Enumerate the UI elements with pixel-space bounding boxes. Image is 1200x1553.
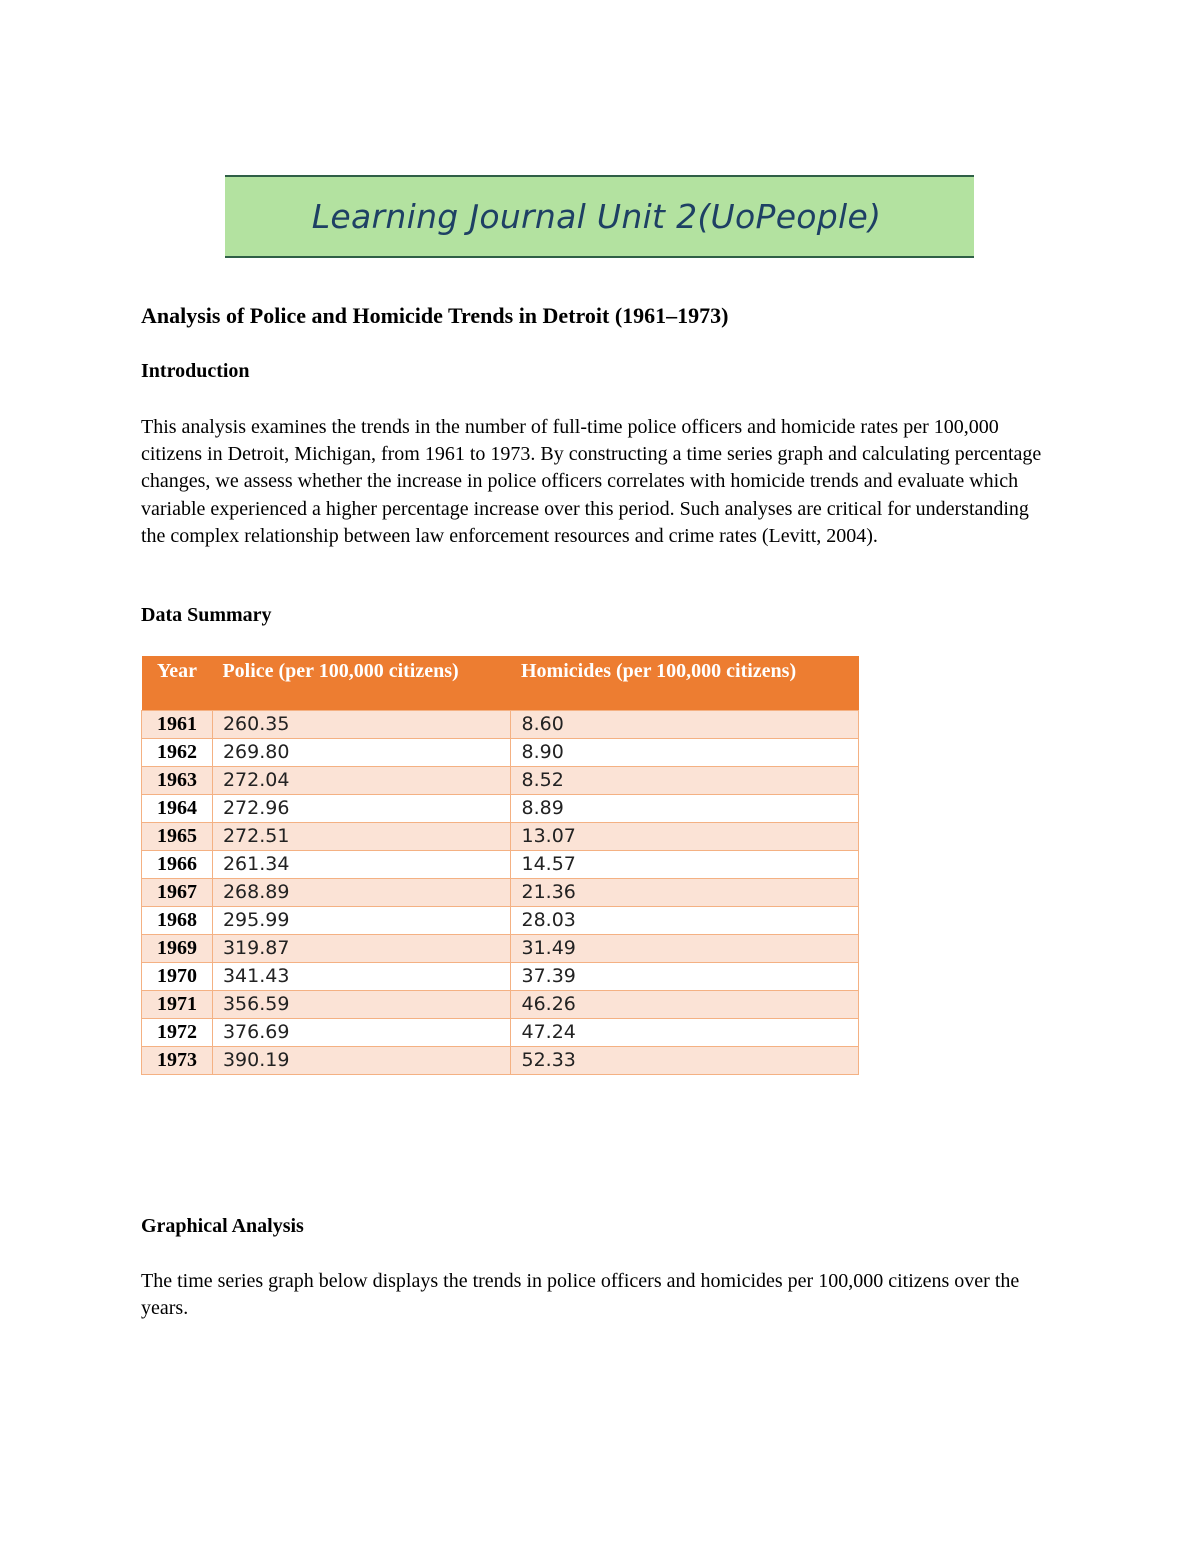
table-row xyxy=(142,990,859,1018)
table-row xyxy=(142,766,859,794)
police-cell: 390.19 xyxy=(212,1046,511,1074)
table-header-homicides: Homicides (per 100,000 citizens) xyxy=(511,656,859,710)
table-row xyxy=(142,710,859,738)
police-cell: 272.96 xyxy=(212,794,511,822)
homicides-cell: 47.24 xyxy=(511,1018,859,1046)
year-cell: 1963 xyxy=(142,766,213,794)
document-heading: Analysis of Police and Homicide Trends in Detroit (1961–1973) xyxy=(141,303,729,328)
year-cell: 1971 xyxy=(142,990,213,1018)
police-cell: 295.99 xyxy=(212,906,511,934)
year-cell: 1967 xyxy=(142,878,213,906)
police-cell: 269.80 xyxy=(212,738,511,766)
graphical-analysis-heading: Graphical Analysis xyxy=(141,1215,304,1237)
police-cell: 341.43 xyxy=(212,962,511,990)
homicides-cell: 8.89 xyxy=(511,794,859,822)
homicides-cell: 46.26 xyxy=(511,990,859,1018)
table-row xyxy=(142,850,859,878)
table-row xyxy=(142,1018,859,1046)
year-cell: 1964 xyxy=(142,794,213,822)
police-cell: 261.34 xyxy=(212,850,511,878)
homicides-cell: 8.60 xyxy=(511,710,859,738)
banner-title: Learning Journal Unit 2(UoPeople) xyxy=(311,197,882,236)
homicides-cell: 31.49 xyxy=(511,934,859,962)
table-header-year: Year xyxy=(142,656,213,710)
title-banner xyxy=(225,175,974,258)
table-row xyxy=(142,1046,859,1074)
year-cell: 1973 xyxy=(142,1046,213,1074)
data-summary-heading: Data Summary xyxy=(141,604,272,626)
year-cell: 1972 xyxy=(142,1018,213,1046)
year-cell: 1966 xyxy=(142,850,213,878)
table-row xyxy=(142,962,859,990)
table-row xyxy=(142,934,859,962)
homicides-cell: 37.39 xyxy=(511,962,859,990)
year-cell: 1965 xyxy=(142,822,213,850)
introduction-paragraph: This analysis examines the trends in the number of full-time police officers and homicide rates per 100,000 citizens in Detroit, Michigan, from 1961 to 1973. By constructing a time series graph and calculating percentage changes, we assess whether the increase in police officers correlates with homicide trends and evaluate which variable experienced a higher percentage increase over this period. Such analyses are critical for understanding the complex relationship between law enforcement resources and crime rates (Levitt, 2004). xyxy=(141,416,1042,547)
homicides-cell: 13.07 xyxy=(511,822,859,850)
table-row xyxy=(142,906,859,934)
homicides-cell: 52.33 xyxy=(511,1046,859,1074)
homicides-cell: 8.52 xyxy=(511,766,859,794)
police-cell: 272.04 xyxy=(212,766,511,794)
year-cell: 1962 xyxy=(142,738,213,766)
introduction-heading: Introduction xyxy=(141,360,250,382)
table-row xyxy=(142,794,859,822)
year-cell: 1961 xyxy=(142,710,213,738)
year-cell: 1968 xyxy=(142,906,213,934)
table-row xyxy=(142,822,859,850)
year-cell: 1969 xyxy=(142,934,213,962)
data-summary-table xyxy=(141,656,859,1075)
table-body xyxy=(142,710,859,1074)
table-header-police: Police (per 100,000 citizens) xyxy=(212,656,511,710)
homicides-cell: 14.57 xyxy=(511,850,859,878)
police-cell: 319.87 xyxy=(212,934,511,962)
police-cell: 356.59 xyxy=(212,990,511,1018)
table-row xyxy=(142,738,859,766)
police-cell: 376.69 xyxy=(212,1018,511,1046)
police-cell: 260.35 xyxy=(212,710,511,738)
year-cell: 1970 xyxy=(142,962,213,990)
homicides-cell: 28.03 xyxy=(511,906,859,934)
table-header-row xyxy=(142,656,859,710)
graphical-analysis-paragraph: The time series graph below displays the trends in police officers and homicides per 100,000 citizens over the years. xyxy=(141,1270,1020,1320)
homicides-cell: 21.36 xyxy=(511,878,859,906)
homicides-cell: 8.90 xyxy=(511,738,859,766)
police-cell: 268.89 xyxy=(212,878,511,906)
police-cell: 272.51 xyxy=(212,822,511,850)
table-row xyxy=(142,878,859,906)
